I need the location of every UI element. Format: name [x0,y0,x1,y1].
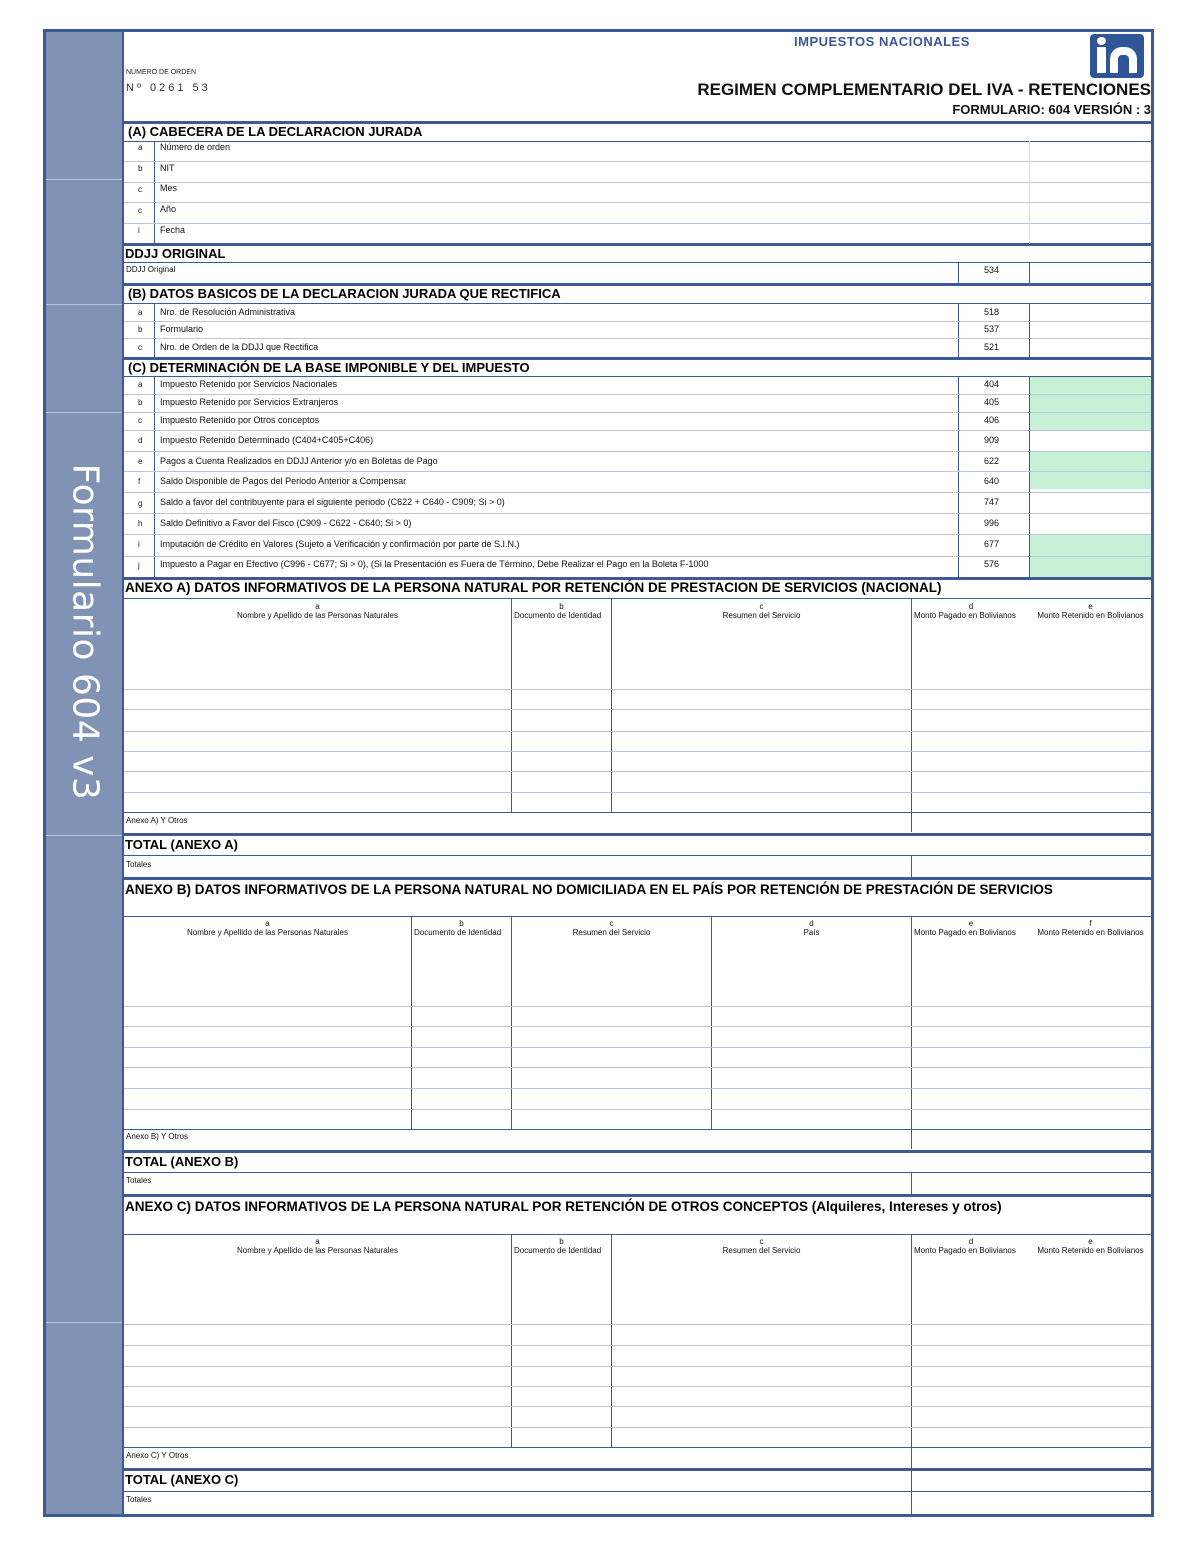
row-letter: i [138,226,140,235]
section-c-title: (C) DETERMINACIÓN DE LA BASE IMPONIBLE Y DEL IMPUESTO [128,360,530,375]
column-letter: a [315,602,320,611]
row-code: 406 [984,415,1000,425]
row-label: Saldo a favor del contribuyente para el siguiente periodo (C622 + C640 - C909; Si > 0) [160,497,505,507]
column-header: País [803,928,820,937]
row-code: 404 [984,379,1000,389]
annex-c-totals-label: Totales [126,1495,152,1504]
form-version: FORMULARIO: 604 VERSIÓN : 3 [952,102,1151,117]
annex-c-title: ANEXO C) DATOS INFORMATIVOS DE LA PERSONA NATURAL POR RETENCIÓN DE OTROS CONCEPTOS (Alquileres, Intereses y otros) [125,1199,1002,1214]
row-label: Impuesto Retenido por Servicios Extranjeros [160,397,339,407]
annex-b-others-label: Anexo B) Y Otros [126,1132,188,1141]
annex-b-totals-label: Totales [126,1176,152,1185]
row-letter: e [138,457,143,466]
row-letter: c [138,185,142,194]
row-label: Saldo Definitivo a Favor del Fisco (C909 - C622 - C640; Si > 0) [160,518,412,528]
order-number: Nº 0261 53 [126,82,211,94]
ddjj-title: DDJJ ORIGINAL [125,246,226,261]
annex-a-others-label: Anexo A) Y Otros [126,816,188,825]
row-label: Pagos a Cuenta Realizados en DDJJ Anterior y/o en Boletas de Pago [160,456,438,466]
field-nit[interactable]: NIT [160,163,175,173]
row-letter: a [138,380,143,389]
column-letter: e [968,919,974,928]
annex-b-title: ANEXO B) DATOS INFORMATIVOS DE LA PERSONA NATURAL NO DOMICILIADA EN EL PAÍS POR RETENCIÓN DE PRESTACIÓN DE SERVICIOS [125,882,1053,897]
column-letter: a [265,919,270,928]
row-code: 747 [984,497,1000,507]
row-letter: c [138,206,142,215]
row-letter: d [138,436,143,445]
column-letter: d [809,919,814,928]
column-letter: a [315,1237,320,1246]
column-header: Monto Retenido en Bolivianos [1037,611,1144,620]
form-title: REGIMEN COMPLEMENTARIO DEL IVA - RETENCIONES [697,80,1151,99]
green-input-c1[interactable] [1029,377,1151,430]
column-header: Resumen del Servicio [572,928,651,937]
column-letter: e [1088,1237,1093,1246]
order-number-label: NÚMERO DE ORDEN [126,69,197,76]
column-letter: e [1088,602,1093,611]
row-code: 622 [984,456,1000,466]
row-code: 405 [984,397,1000,407]
impuestos-nacionales-logo-icon [1090,34,1144,78]
field-resolution-number[interactable]: Nro. de Resolución Administrativa [160,307,296,317]
column-header: Monto Pagado en Bolivianos [914,611,1016,620]
field-month[interactable]: Mes [160,183,178,193]
green-input-c2[interactable] [1029,451,1151,489]
column-header: Monto Pagado en Bolivianos [914,1246,1016,1255]
row-letter: g [138,499,143,508]
row-code: 640 [984,476,1000,486]
annex-a-total-title: TOTAL (ANEXO A) [125,837,238,852]
row-letter: b [138,164,143,173]
annex-c-total-title: TOTAL (ANEXO C) [125,1472,239,1487]
column-letter: d [968,1237,974,1246]
row-label: Impuesto Retenido Determinado (C404+C405+C406) [160,435,374,445]
column-letter: c [759,602,764,611]
row-label: Imputación de Crédito en Valores (Sujeto a Verificación y confirmación por parte de S.I.N.) [160,539,520,549]
row-label: Saldo Disponible de Pagos del Periodo Anterior a Compensar [160,476,407,486]
sidebar [43,29,124,1517]
row-letter: h [138,519,143,528]
row-letter: b [138,325,143,334]
row-code: 576 [984,559,1000,569]
column-header: Monto Retenido en Bolivianos [1037,928,1144,937]
column-header: Nombre y Apellido de las Personas Naturales [237,611,398,620]
column-letter: c [759,1237,764,1246]
row-letter: c [138,343,142,352]
field-order-number[interactable]: Número de orden [160,142,231,152]
ddjj-code: 534 [984,265,1000,275]
column-header: Nombre y Apellido de las Personas Naturales [237,1246,398,1255]
column-header: Monto Retenido en Bolivianos [1037,1246,1144,1255]
column-header: Documento de Identidad [414,928,502,937]
column-letter: b [459,919,464,928]
column-header: Resumen del Servicio [722,1246,801,1255]
row-letter: a [138,308,143,317]
annex-c-others-label: Anexo C) Y Otros [126,1451,189,1460]
row-label: Impuesto Retenido por Otros conceptos [160,415,320,425]
row-letter: b [138,398,143,407]
column-header: Resumen del Servicio [722,611,801,620]
row-letter: f [138,477,141,486]
column-letter: b [559,1237,564,1246]
row-label: Impuesto a Pagar en Efectivo (C996 - C677; Si > 0), (Si la Presentación es Fuera de Término, Debe Realizar el Pago en la Boleta F-1000 [160,559,709,569]
row-letter: a [138,143,143,152]
row-code: 518 [984,307,1000,317]
column-letter: f [1089,919,1092,928]
row-letter: j [138,561,140,570]
form-content [124,32,1151,1514]
sidebar-title: Formulario 604 v3 [64,463,106,801]
row-code: 677 [984,539,1000,549]
column-header: Nombre y Apellido de las Personas Naturales [187,928,348,937]
column-header: Monto Pagado en Bolivianos [914,928,1016,937]
row-code: 521 [984,342,1000,352]
section-b-title: (B) DATOS BASICOS DE LA DECLARACION JURADA QUE RECTIFICA [128,286,561,301]
row-label: Impuesto Retenido por Servicios Nacionales [160,379,338,389]
column-letter: d [968,602,974,611]
row-code: 909 [984,435,1000,445]
annex-b-total-title: TOTAL (ANEXO B) [125,1154,239,1169]
ddjj-original-label: DDJJ Original [126,265,176,274]
field-year[interactable]: Año [160,204,177,214]
brand-name: IMPUESTOS NACIONALES [794,34,970,49]
section-a-title: (A) CABECERA DE LA DECLARACION JURADA [128,124,423,139]
column-header: Documento de Identidad [514,611,602,620]
column-header: Documento de Identidad [514,1246,602,1255]
column-letter: b [559,602,564,611]
row-code: 996 [984,518,1000,528]
field-form[interactable]: Formulario [160,324,204,334]
field-rectified-order[interactable]: Nro. de Orden de la DDJJ que Rectifica [160,342,319,352]
row-letter: i [138,540,140,549]
annex-a-title: ANEXO A) DATOS INFORMATIVOS DE LA PERSONA NATURAL POR RETENCIÓN DE PRESTACION DE SERVICIOS (NACIONAL) [125,580,942,595]
column-letter: c [609,919,614,928]
annex-a-totals-label: Totales [126,860,152,869]
field-date[interactable]: Fecha [160,225,186,235]
row-code: 537 [984,324,1000,334]
row-letter: c [138,416,142,425]
